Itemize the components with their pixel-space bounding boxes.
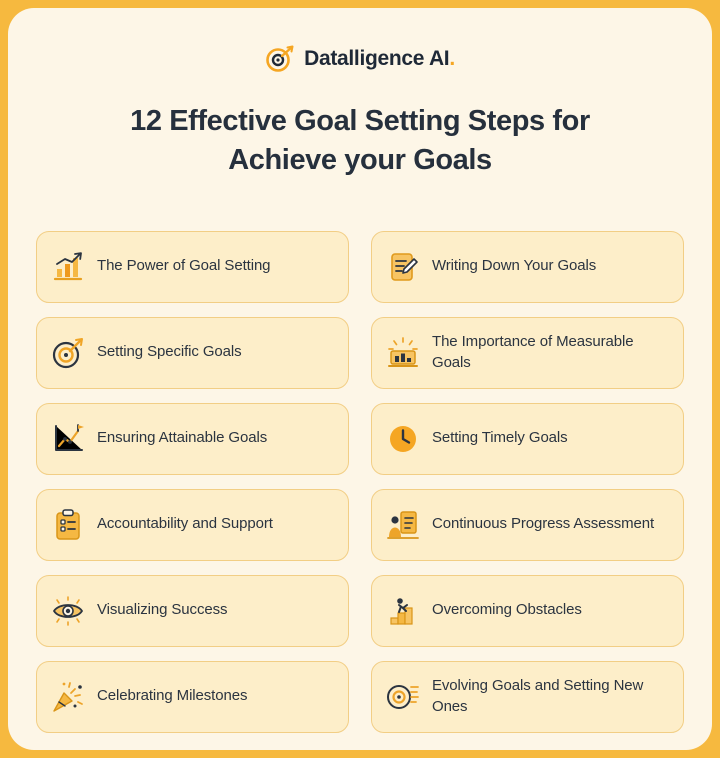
step-card[interactable] bbox=[371, 317, 684, 389]
step-label: The Importance of Measurable Goals bbox=[432, 332, 634, 371]
step-card[interactable] bbox=[36, 317, 349, 389]
line-chart-flag-icon bbox=[51, 422, 85, 456]
target-arrow-icon bbox=[51, 336, 85, 370]
step-label: Celebrating Milestones bbox=[97, 687, 248, 705]
step-label: Visualizing Success bbox=[97, 601, 228, 619]
step-label: Setting Specific Goals bbox=[97, 343, 242, 361]
bar-chart-growth-icon bbox=[51, 250, 85, 284]
step-label: Setting Timely Goals bbox=[432, 429, 568, 447]
step-card[interactable] bbox=[371, 231, 684, 303]
step-card[interactable] bbox=[371, 575, 684, 647]
measurable-chart-icon bbox=[386, 336, 420, 370]
brand-header bbox=[265, 44, 455, 74]
document-pencil-icon bbox=[386, 250, 420, 284]
datalligence-target-logo-icon bbox=[265, 44, 295, 74]
eye-vision-icon bbox=[51, 594, 85, 628]
party-popper-icon bbox=[51, 680, 85, 714]
step-card[interactable] bbox=[36, 231, 349, 303]
person-climbing-stairs-icon bbox=[386, 594, 420, 628]
target-gear-icon bbox=[386, 680, 420, 714]
person-clipboard-icon bbox=[386, 508, 420, 542]
brand-name: Datalligence AI. bbox=[304, 47, 455, 70]
steps-grid bbox=[36, 231, 684, 733]
step-label: Writing Down Your Goals bbox=[432, 257, 597, 275]
infographic-page bbox=[8, 8, 712, 750]
step-label: Evolving Goals and Setting New Ones bbox=[432, 676, 644, 715]
step-label: Overcoming Obstacles bbox=[432, 601, 582, 619]
step-card[interactable] bbox=[36, 403, 349, 475]
step-card[interactable] bbox=[371, 661, 684, 733]
step-label: Ensuring Attainable Goals bbox=[97, 429, 268, 447]
step-card[interactable] bbox=[371, 489, 684, 561]
clock-icon bbox=[386, 422, 420, 456]
step-card[interactable] bbox=[36, 661, 349, 733]
step-card[interactable] bbox=[36, 575, 349, 647]
step-card[interactable] bbox=[371, 403, 684, 475]
step-label: Continuous Progress Assessment bbox=[432, 515, 655, 533]
step-label: The Power of Goal Setting bbox=[97, 257, 271, 275]
page-title: 12 Effective Goal Setting Steps for Achieve your Goals bbox=[130, 105, 590, 176]
step-card[interactable] bbox=[36, 489, 349, 561]
clipboard-checklist-icon bbox=[51, 508, 85, 542]
step-label: Accountability and Support bbox=[97, 515, 273, 533]
